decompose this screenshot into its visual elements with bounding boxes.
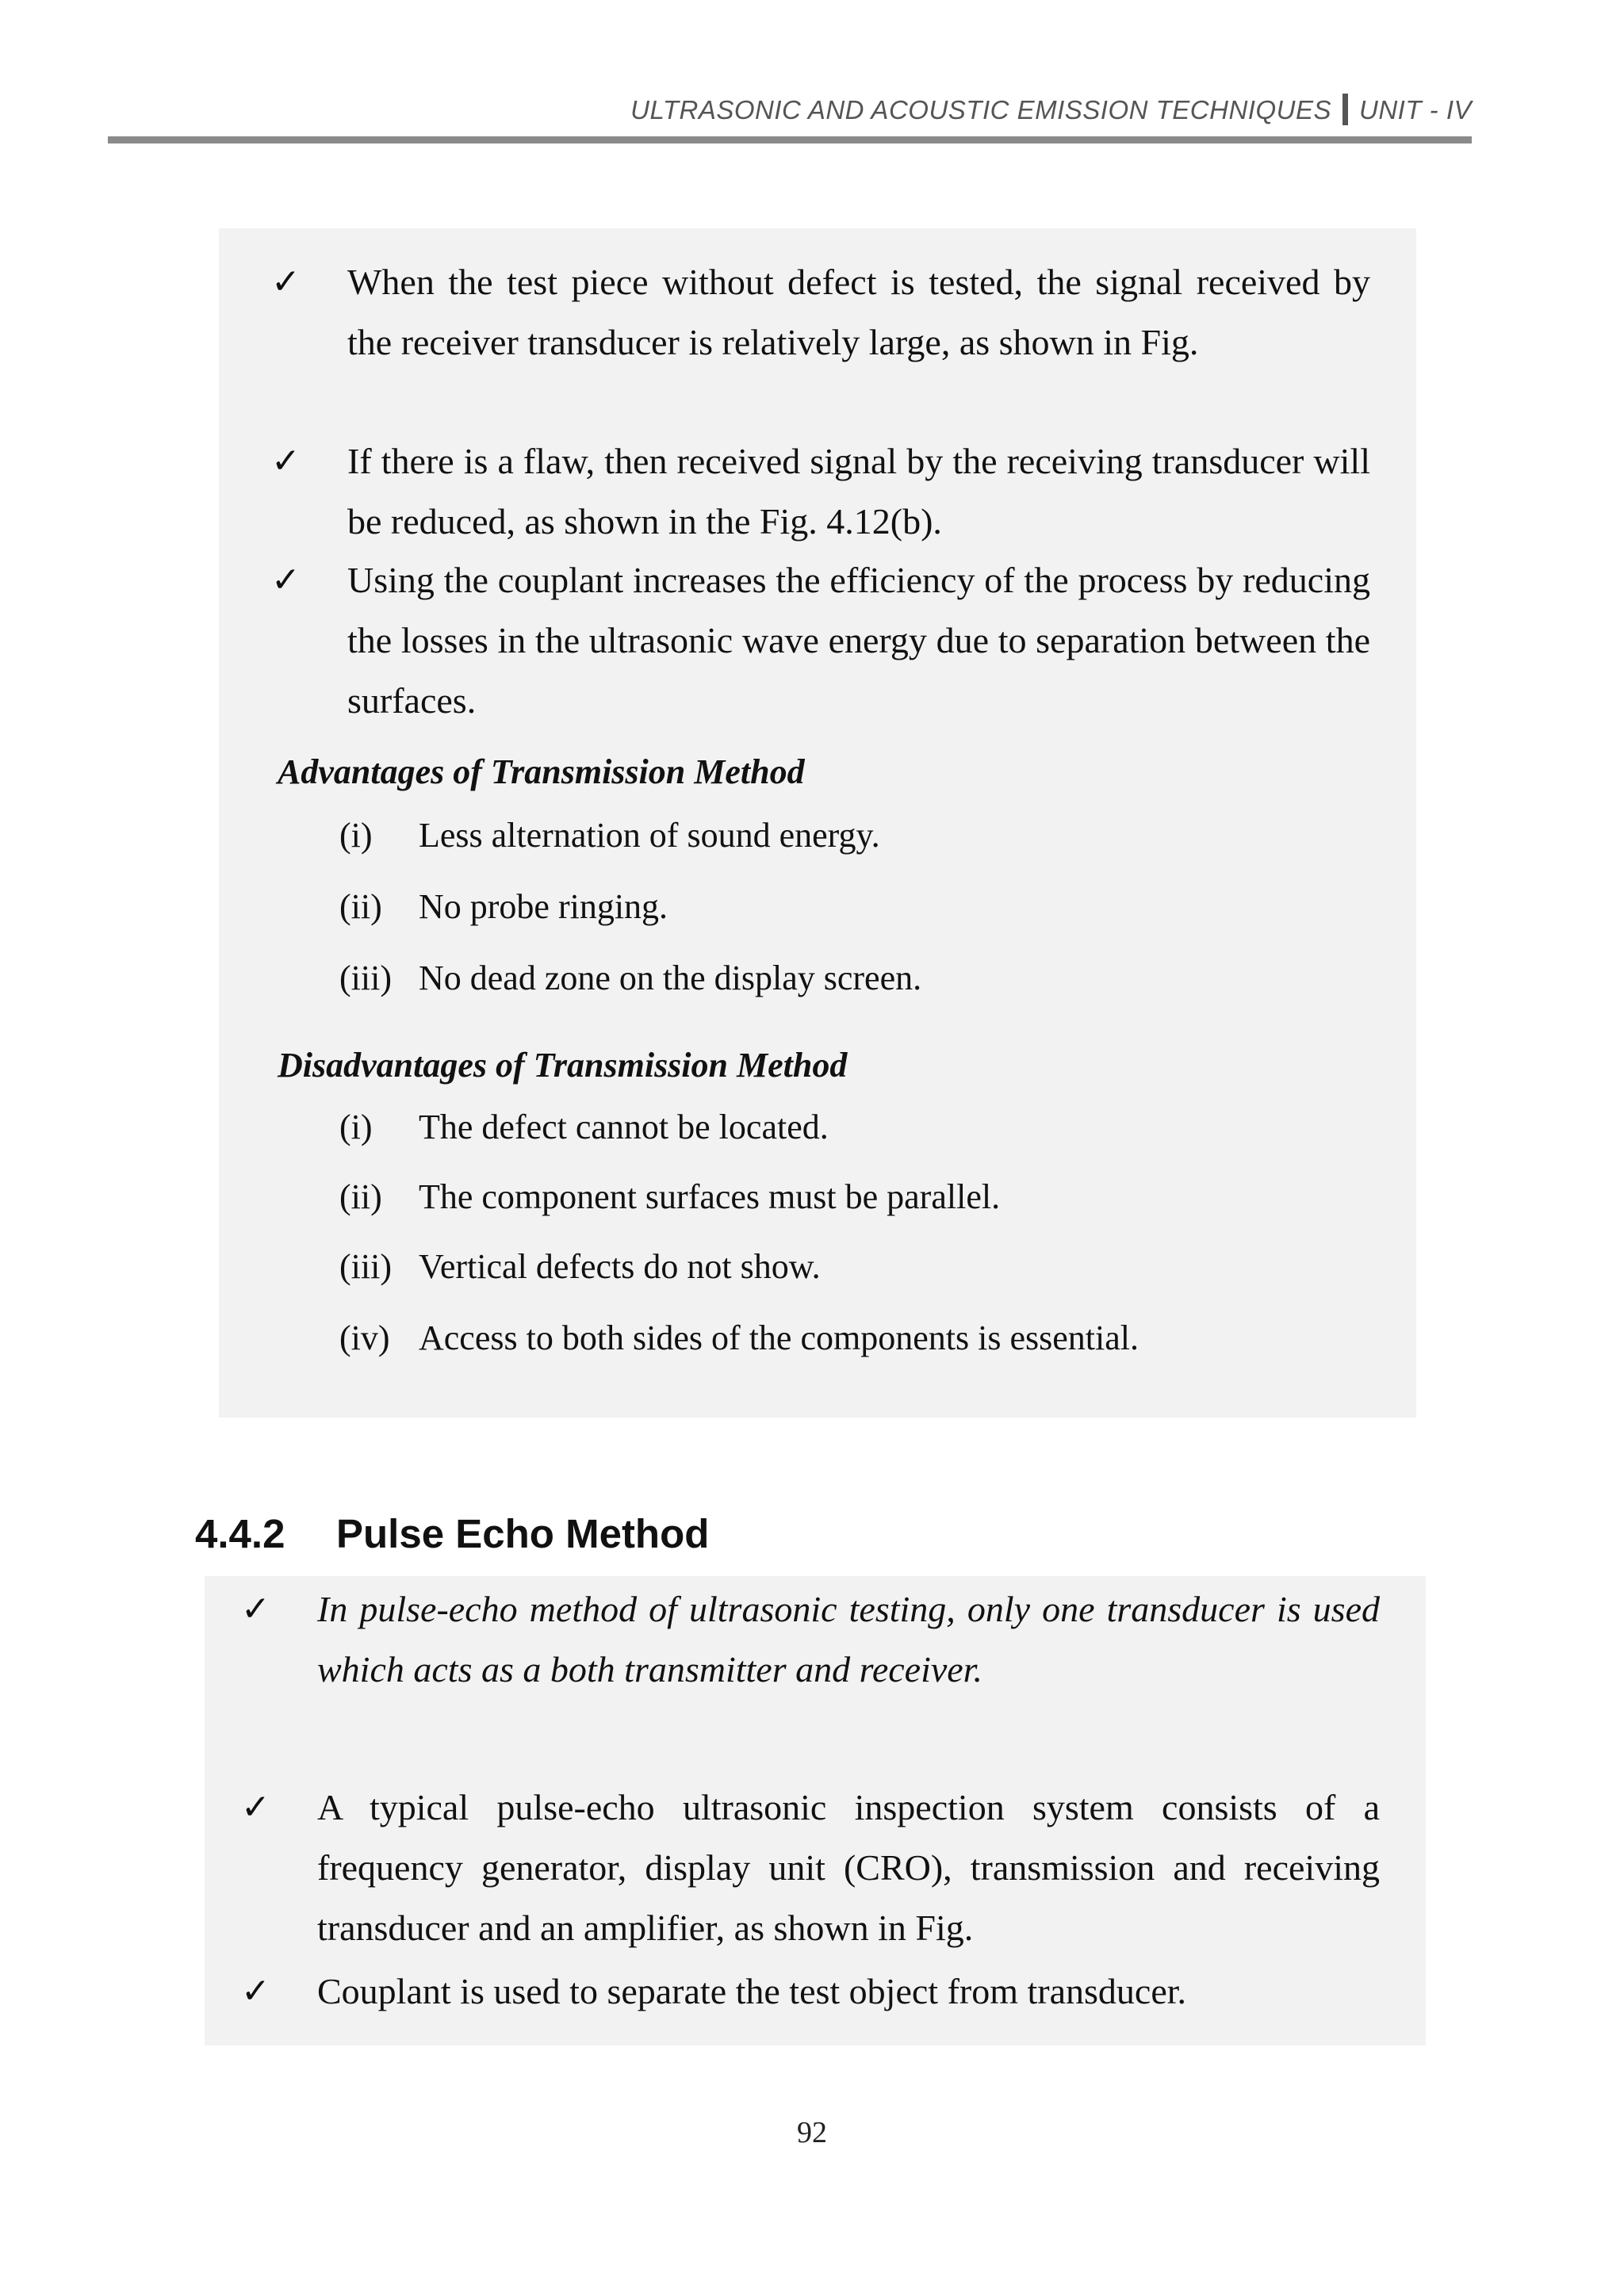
check-icon: ✓ — [271, 441, 301, 481]
header-separator — [1342, 94, 1348, 125]
bullet-text: In pulse-echo method of ultrasonic testing, only one transducer is used which acts as a both transmitter and receiver. — [317, 1589, 1380, 1689]
section-number: 4.4.2 — [195, 1511, 285, 1556]
bullet-text: Using the couplant increases the efficiency of the process by reducing the losses in the ultrasonic wave energy due to separation between the surfaces. — [347, 560, 1370, 721]
bullet-item — [241, 1777, 1380, 1958]
item-text: The component surfaces must be parallel. — [419, 1177, 1001, 1216]
item-number: (iv) — [339, 1318, 390, 1357]
scanned-excerpt-transmission — [219, 228, 1416, 1418]
check-icon: ✓ — [271, 262, 301, 302]
item-number: (i) — [339, 816, 373, 855]
advantage-item — [339, 958, 921, 998]
advantages-heading: Advantages of Transmission Method — [278, 752, 805, 791]
section-title: Pulse Echo Method — [336, 1511, 710, 1556]
item-number: (iii) — [339, 1247, 392, 1286]
item-number: (i) — [339, 1108, 373, 1146]
section-heading — [195, 1510, 709, 1557]
advantage-item — [339, 886, 668, 927]
bullet-item — [271, 550, 1370, 731]
item-text: The defect cannot be located. — [419, 1108, 829, 1146]
advantage-item — [339, 815, 880, 855]
running-header-unit: UNIT - IV — [1359, 95, 1472, 124]
item-number: (ii) — [339, 887, 382, 926]
check-icon: ✓ — [241, 1589, 270, 1629]
item-text: Less alternation of sound energy. — [419, 816, 880, 855]
disadvantage-item — [339, 1318, 1139, 1358]
check-icon: ✓ — [271, 560, 301, 600]
bullet-item — [241, 1961, 1380, 2022]
bullet-text: A typical pulse-echo ultrasonic inspection system consists of a frequency generator, display unit (CRO), transmission and receiving transducer and an amplifier, as shown in Fig. — [317, 1787, 1380, 1948]
check-icon: ✓ — [241, 1971, 270, 2011]
item-number: (ii) — [339, 1177, 382, 1216]
bullet-text: Couplant is used to separate the test object from transducer. — [317, 1971, 1187, 2011]
item-number: (iii) — [339, 959, 392, 997]
disadvantage-item — [339, 1107, 829, 1147]
bullet-item — [271, 252, 1370, 373]
bullet-item — [241, 1579, 1380, 1700]
running-header-title: ULTRASONIC AND ACOUSTIC EMISSION TECHNIQUES — [630, 95, 1331, 124]
disadvantage-item — [339, 1246, 821, 1287]
page-number: 92 — [797, 2116, 827, 2149]
header-rule — [108, 136, 1472, 144]
bullet-item — [271, 431, 1370, 552]
item-text: Vertical defects do not show. — [419, 1247, 821, 1286]
disadvantage-item — [339, 1177, 1000, 1217]
check-icon: ✓ — [241, 1787, 270, 1827]
scanned-excerpt-pulse-echo — [205, 1576, 1426, 2045]
item-text: No dead zone on the display screen. — [419, 959, 922, 997]
disadvantages-heading: Disadvantages of Transmission Method — [278, 1046, 848, 1085]
item-text: No probe ringing. — [419, 887, 668, 926]
running-header — [108, 94, 1472, 143]
item-text: Access to both sides of the components is essential. — [419, 1318, 1139, 1357]
bullet-text: When the test piece without defect is tested, the signal received by the receiver transducer is relatively large, as shown in Fig. — [347, 262, 1370, 362]
bullet-text: If there is a flaw, then received signal by the receiving transducer will be reduced, as shown in the Fig. 4.12(b). — [347, 441, 1370, 541]
